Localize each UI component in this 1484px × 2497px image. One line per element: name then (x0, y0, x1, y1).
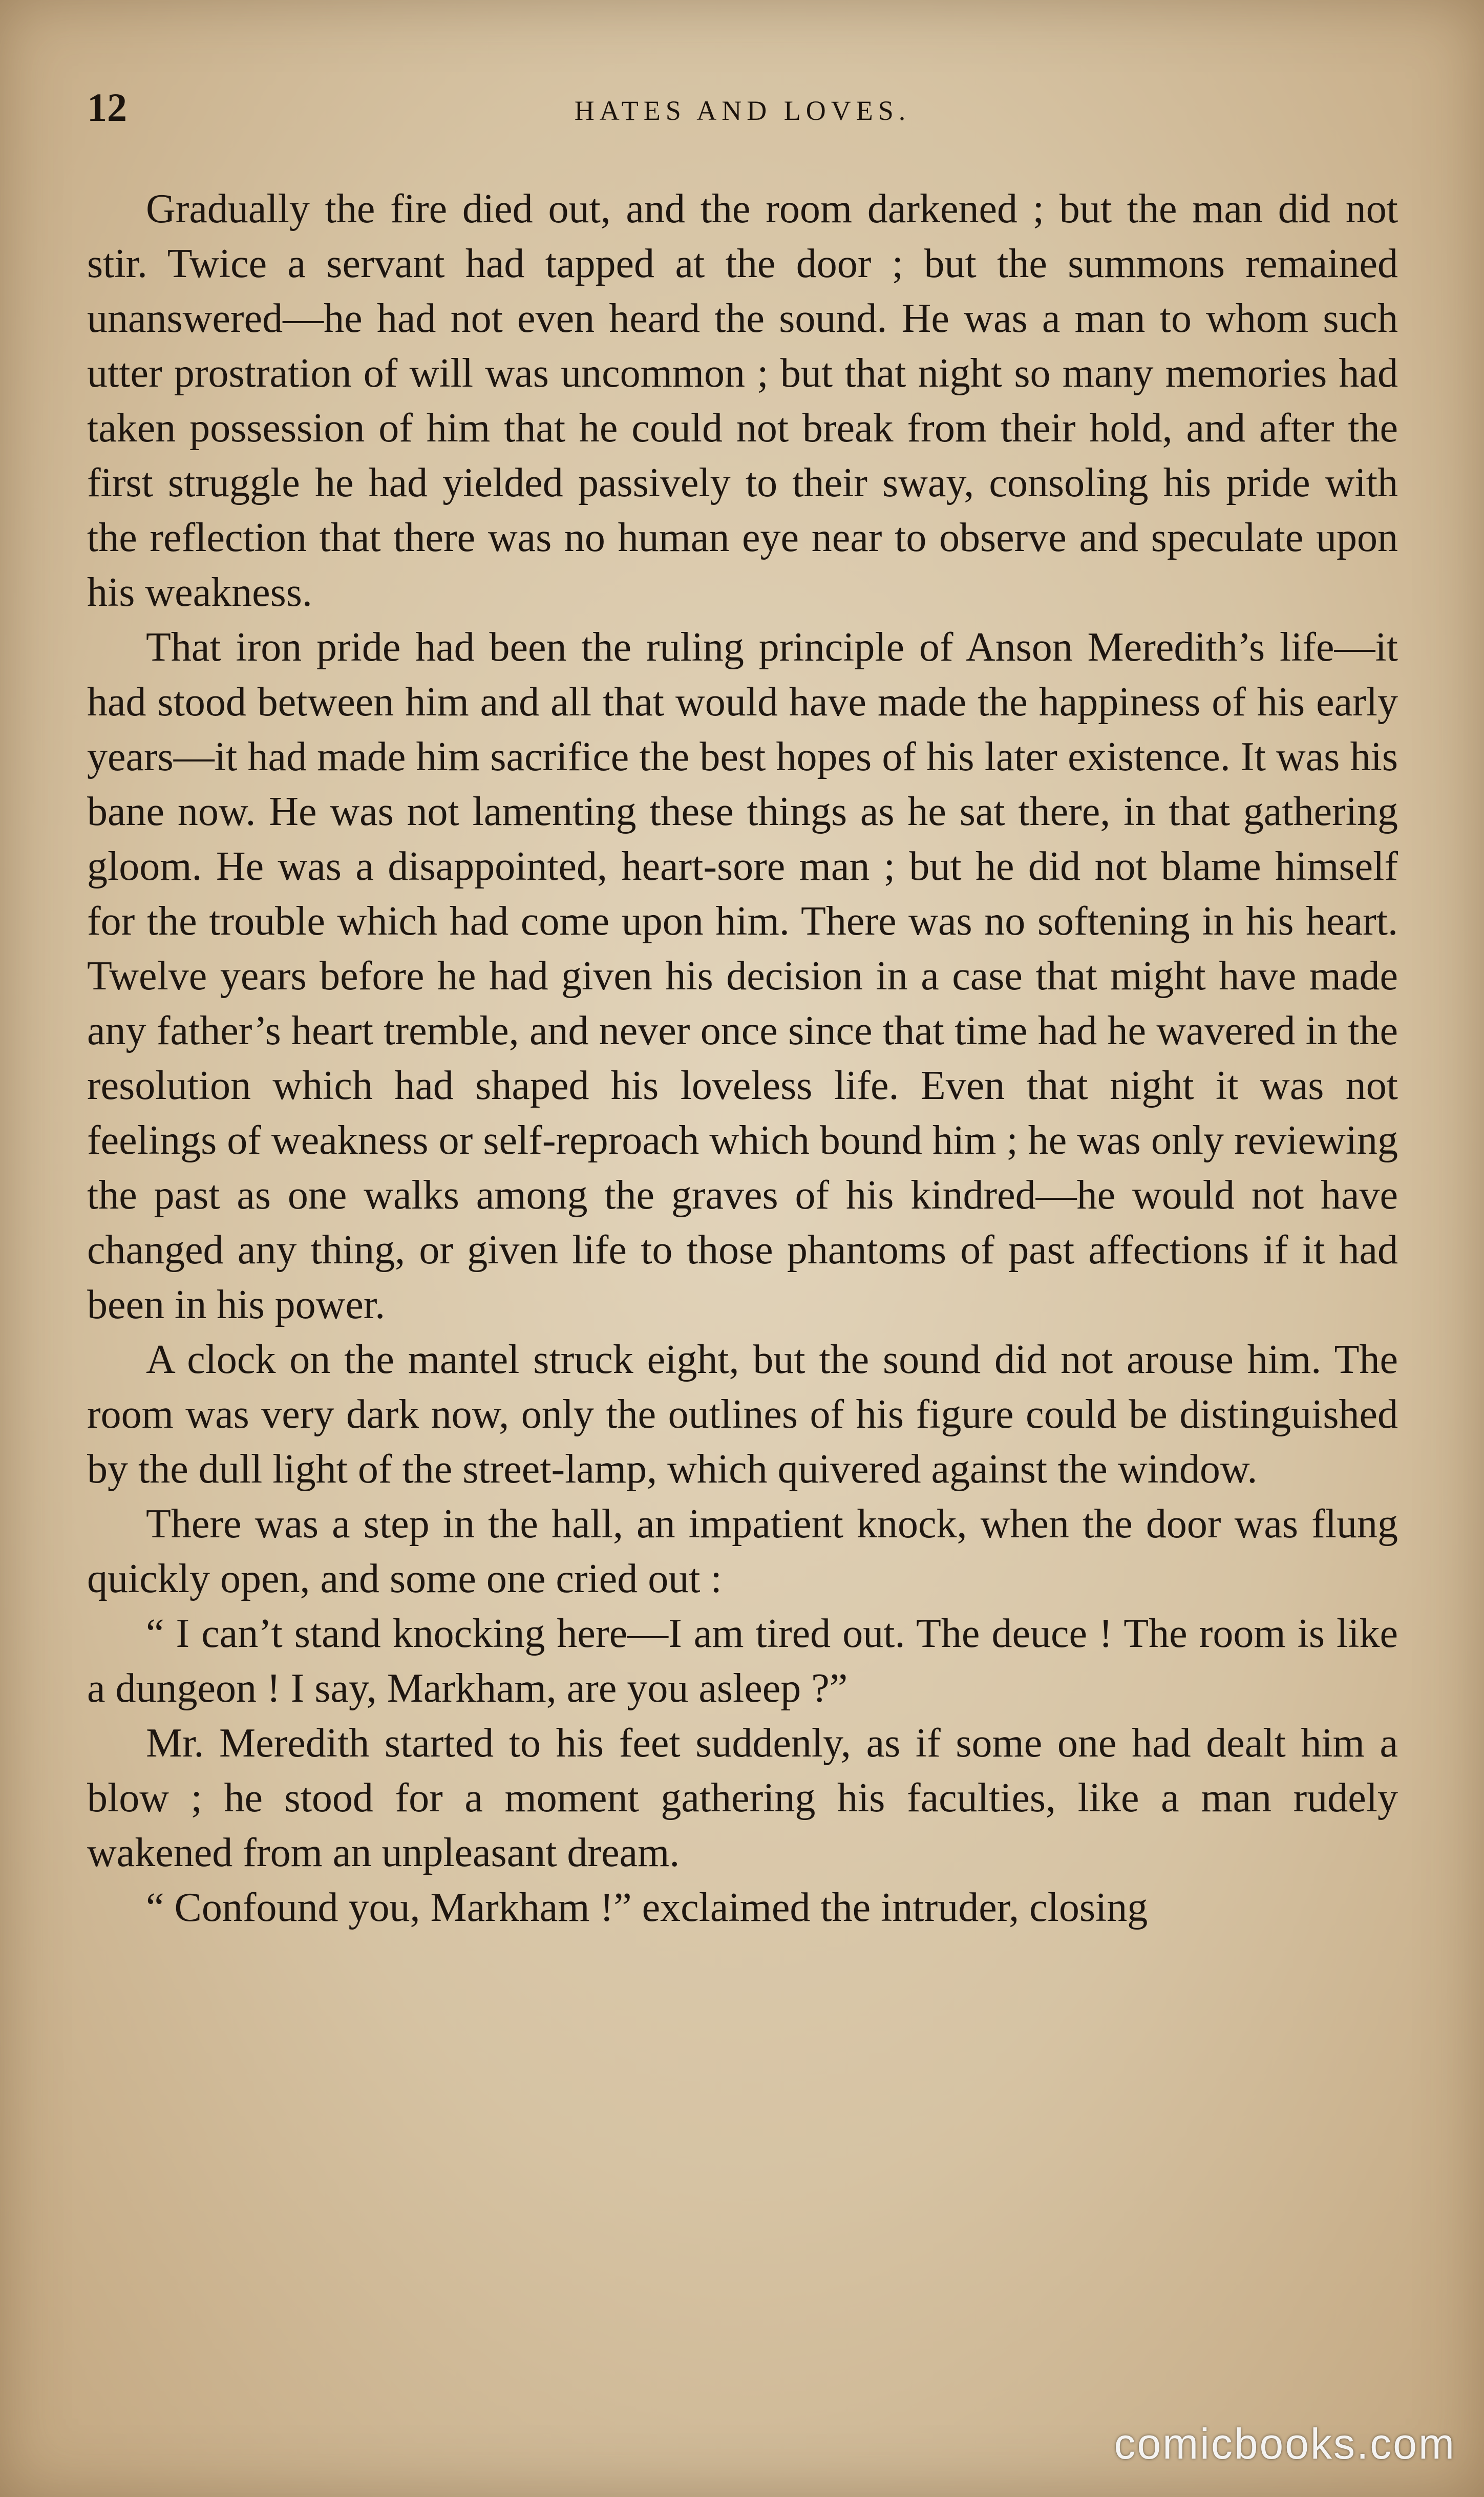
page-header (87, 84, 1398, 141)
body-text (87, 182, 1398, 1935)
running-title: HATES AND LOVES. (574, 95, 911, 126)
paragraph: That iron pride had been the ruling principle of Anson Meredith’s life—it had stood between him and all that would have made the happiness of his early years—it had made him sacrifice the best hopes of his later existence. It was his bane now. He was not lamenting these things as he sat there, in that gathering gloom. He was a disappointed, heart-sore man ; but he did not blame himself for the trouble which had come upon him. There was no softening in his heart. Twelve years before he had given his decision in a case that might have made any father’s heart tremble, and never once since that time had he wavered in the resolution which had shaped his loveless life. Even that night it was not feelings of weakness or self-reproach which bound him ; he was only reviewing the past as one walks among the graves of his kindred—he would not have changed any thing, or given life to those phantoms of past affections if it had been in his power. (87, 625, 1398, 1327)
paragraph: There was a step in the hall, an impatient knock, when the door was flung quickly open, and some one cried out : (87, 1501, 1398, 1601)
page-number: 12 (87, 85, 127, 130)
paragraph: Gradually the fire died out, and the room darkened ; but the man did not stir. Twice a servant had tapped at the door ; but the summons remained unanswered—he had not even heard the sound. He was a man to whom such utter prostration of will was uncommon ; but that night so many memories had taken possession of him that he could not break from their hold, and after the first struggle he had yielded passively to their sway, consoling his pride with the reflection that there was no human eye near to observe and speculate upon his weakness. (87, 186, 1398, 615)
paragraph: “ Confound you, Markham !” exclaimed the intruder, closing (146, 1885, 1148, 1930)
paragraph: A clock on the mantel struck eight, but the sound did not arouse him. The room was very dark now, only the outlines of his figure could be distinguished by the dull light of the street-lamp, which quivered against the window. (87, 1337, 1398, 1492)
paragraph: Mr. Meredith started to his feet suddenly, as if some one had dealt him a blow ; he stood for a moment gathering his faculties, like a man rudely wakened from an unpleasant dream. (87, 1721, 1398, 1875)
paragraph: “ I can’t stand knocking here—I am tired out. The deuce ! The room is like a dungeon ! I say, Markham, are you asleep ?” (87, 1611, 1398, 1711)
watermark: comicbooks.com (1114, 2420, 1456, 2468)
